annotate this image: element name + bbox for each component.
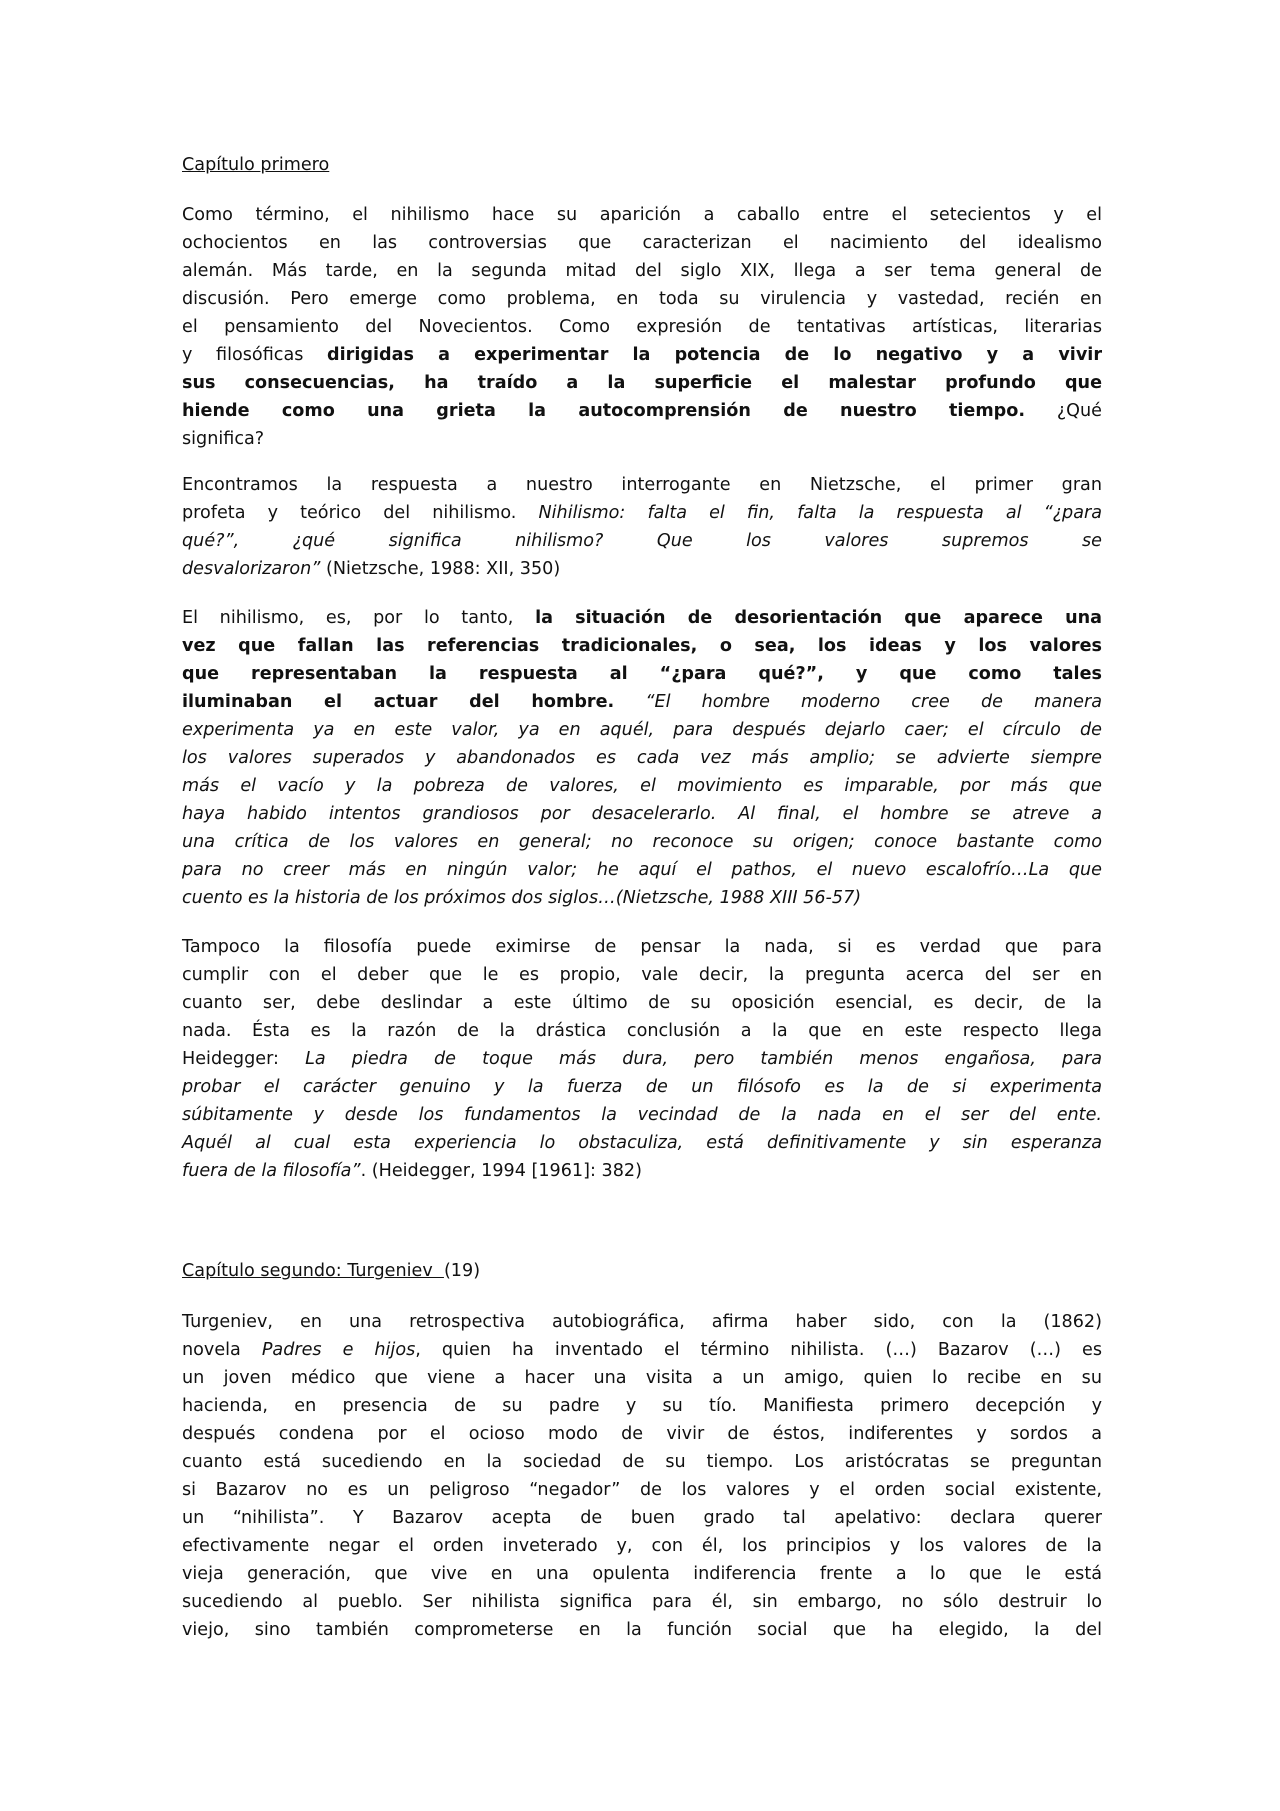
text-line	[182, 1157, 1102, 1185]
italic-text: súbitamente y desde los fundamentos la vecindad de la nada en el ser del ente.	[182, 1105, 1102, 1125]
text-line	[182, 1073, 1102, 1101]
italic-text: qué?”, ¿qué significa nihilismo? Que los valores supremos se	[182, 531, 1102, 551]
text-run: efectivamente negar el orden inveterado y, con él, los principios y los valores de la	[182, 1536, 1102, 1556]
chapter-2-note: (19)	[443, 1261, 481, 1281]
text-run: cuanto ser, debe deslindar a este último de su oposición esencial, es decir, de la	[182, 993, 1102, 1013]
text-line	[182, 632, 1102, 660]
text-line	[182, 471, 1102, 499]
text-line	[182, 341, 1102, 369]
text-run: un joven médico que viene a hacer una visita a un amigo, quien lo recibe en su	[182, 1368, 1102, 1388]
text-line	[182, 1392, 1102, 1420]
bold-text: la situación de desorientación que aparece una	[535, 608, 1103, 628]
text-run: después condena por el ocioso modo de vivir de éstos, indiferentes y sordos a	[182, 1424, 1102, 1444]
text-line	[182, 499, 1102, 527]
text-line	[182, 1101, 1102, 1129]
italic-text: cuento es la historia de los próximos dos siglos…(Nietzsche, 1988 XIII 56-57)	[182, 888, 862, 908]
text-line	[182, 933, 1102, 961]
text-line	[182, 425, 1102, 453]
text-line	[182, 1448, 1102, 1476]
italic-text: desvalorizaron”	[182, 559, 321, 579]
paragraph-2	[182, 471, 1102, 583]
italic-text: para no creer más en ningún valor; he aquí el pathos, el nuevo escalofrío…La que	[182, 860, 1102, 880]
text-line	[182, 369, 1102, 397]
text-run: el pensamiento del Novecientos. Como expresión de tentativas artísticas, literarias	[182, 317, 1102, 337]
text-run: cuanto está sucediendo en la sociedad de su tiempo. Los aristócratas se preguntan	[182, 1452, 1102, 1472]
paragraph-3	[182, 604, 1102, 912]
text-line	[182, 1045, 1102, 1073]
text-line	[182, 313, 1102, 341]
text-line	[182, 1504, 1102, 1532]
bold-text: iluminaban el actuar del hombre.	[182, 692, 615, 712]
text-run: ¿Qué	[1025, 401, 1102, 421]
text-line	[182, 201, 1102, 229]
text-line	[182, 744, 1102, 772]
italic-text: fuera de la filosofía”	[182, 1161, 361, 1181]
paragraph-1	[182, 201, 1102, 453]
chapter-2-title: Capítulo segundo: Turgeniev	[182, 1261, 444, 1281]
text-line	[182, 1017, 1102, 1045]
text-line	[182, 1532, 1102, 1560]
text-line	[182, 716, 1102, 744]
text-line	[182, 397, 1102, 425]
text-line	[182, 1336, 1102, 1364]
text-line	[182, 660, 1102, 688]
italic-text: La piedra de toque más dura, pero también menos engañosa, para	[305, 1049, 1102, 1069]
text-line	[182, 989, 1102, 1017]
text-line	[182, 772, 1102, 800]
text-line	[182, 1129, 1102, 1157]
text-line	[182, 1476, 1102, 1504]
text-run: sucediendo al pueblo. Ser nihilista significa para él, sin embargo, no sólo destruir lo	[182, 1592, 1102, 1612]
text-run: novela	[182, 1340, 262, 1360]
text-run: ochocientos en las controversias que caracterizan el nacimiento del idealismo	[182, 233, 1102, 253]
text-line	[182, 884, 1102, 912]
text-run: . (Heidegger, 1994 [1961]: 382)	[360, 1161, 642, 1181]
bold-text: sus consecuencias, ha traído a la superficie el malestar profundo que	[182, 373, 1102, 393]
text-run: hacienda, en presencia de su padre y su tío. Manifiesta primero decepción y	[182, 1396, 1102, 1416]
text-run: Tampoco la filosofía puede eximirse de pensar la nada, si es verdad que para	[182, 937, 1102, 957]
text-run: vieja generación, que vive en una opulenta indiferencia frente a lo que le está	[182, 1564, 1102, 1584]
text-run: profeta y teórico del nihilismo.	[182, 503, 539, 523]
text-run: si Bazarov no es un peligroso “negador” de los valores y el orden social existente,	[182, 1480, 1102, 1500]
italic-text: experimenta ya en este valor, ya en aquél, para después dejarlo caer; el círculo de	[182, 720, 1102, 740]
text-line	[182, 1588, 1102, 1616]
italic-text: haya habido intentos grandiosos por desacelerarlo. Al final, el hombre se atreve a	[182, 804, 1102, 824]
text-line	[182, 1560, 1102, 1588]
italic-text: probar el carácter genuino y la fuerza de un filósofo es la de si experimenta	[182, 1077, 1102, 1097]
text-run: Heidegger:	[182, 1049, 306, 1069]
bold-text: que representaban la respuesta al “¿para qué?”, y que como tales	[182, 664, 1102, 684]
text-run: alemán. Más tarde, en la segunda mitad del siglo XIX, llega a ser tema general de	[182, 261, 1102, 281]
text-line	[182, 527, 1102, 555]
text-line	[182, 856, 1102, 884]
text-run: Como término, el nihilismo hace su aparición a caballo entre el setecientos y el	[182, 205, 1102, 225]
italic-text: los valores superados y abandonados es cada vez más amplio; se advierte siempre	[182, 748, 1102, 768]
text-run: viejo, sino también comprometerse en la función social que ha elegido, la del	[182, 1620, 1102, 1640]
bold-text: dirigidas a experimentar la potencia de lo negativo y a vivir	[327, 345, 1102, 365]
text-line	[182, 961, 1102, 989]
text-run: El nihilismo, es, por lo tanto,	[182, 608, 536, 628]
italic-text: Padres e hijos	[261, 1340, 416, 1360]
text-run: Turgeniev, en una retrospectiva autobiográfica, afirma haber sido, con la (1862)	[182, 1312, 1102, 1332]
italic-text: Nihilismo: falta el fin, falta la respuesta al “¿para	[538, 503, 1102, 523]
text-line	[182, 688, 1102, 716]
chapter-2-heading	[182, 1257, 1102, 1285]
text-line	[182, 1308, 1102, 1336]
bold-text: hiende como una grieta la autocomprensión de nuestro tiempo.	[182, 401, 1026, 421]
text-line	[182, 1364, 1102, 1392]
italic-text: Aquél al cual esta experiencia lo obstaculiza, está definitivamente y sin esperanza	[182, 1133, 1102, 1153]
text-run: un “nihilista”. Y Bazarov acepta de buen grado tal apelativo: declara querer	[182, 1508, 1102, 1528]
text-line	[182, 800, 1102, 828]
text-line	[182, 828, 1102, 856]
italic-text: una crítica de los valores en general; no reconoce su origen; conoce bastante como	[182, 832, 1102, 852]
text-run: significa?	[182, 429, 265, 449]
chapter-1-heading	[182, 151, 1102, 179]
text-line	[182, 555, 1102, 583]
text-run: cumplir con el deber que le es propio, vale decir, la pregunta acerca del ser en	[182, 965, 1102, 985]
text-line	[182, 229, 1102, 257]
text-run: , quien ha inventado el término nihilista. (…) Bazarov (…) es	[415, 1340, 1102, 1360]
text-run: discusión. Pero emerge como problema, en toda su virulencia y vastedad, recién en	[182, 289, 1102, 309]
italic-text: más el vacío y la pobreza de valores, el movimiento es imparable, por más que	[182, 776, 1102, 796]
text-line	[182, 285, 1102, 313]
text-run: y filosóficas	[182, 345, 328, 365]
text-line	[182, 1616, 1102, 1644]
bold-text: vez que fallan las referencias tradicionales, o sea, los ideas y los valores	[182, 636, 1102, 656]
text-line	[182, 1420, 1102, 1448]
paragraph-5	[182, 1308, 1102, 1644]
text-run: (Nietzsche, 1988: XII, 350)	[320, 559, 561, 579]
chapter-1-title: Capítulo primero	[182, 155, 330, 175]
text-line	[182, 257, 1102, 285]
text-run: Encontramos la respuesta a nuestro interrogante en Nietzsche, el primer gran	[182, 475, 1102, 495]
text-line	[182, 604, 1102, 632]
paragraph-4	[182, 933, 1102, 1185]
italic-text: “El hombre moderno cree de manera	[614, 692, 1102, 712]
text-run: nada. Ésta es la razón de la drástica conclusión a la que en este respecto llega	[182, 1021, 1102, 1041]
